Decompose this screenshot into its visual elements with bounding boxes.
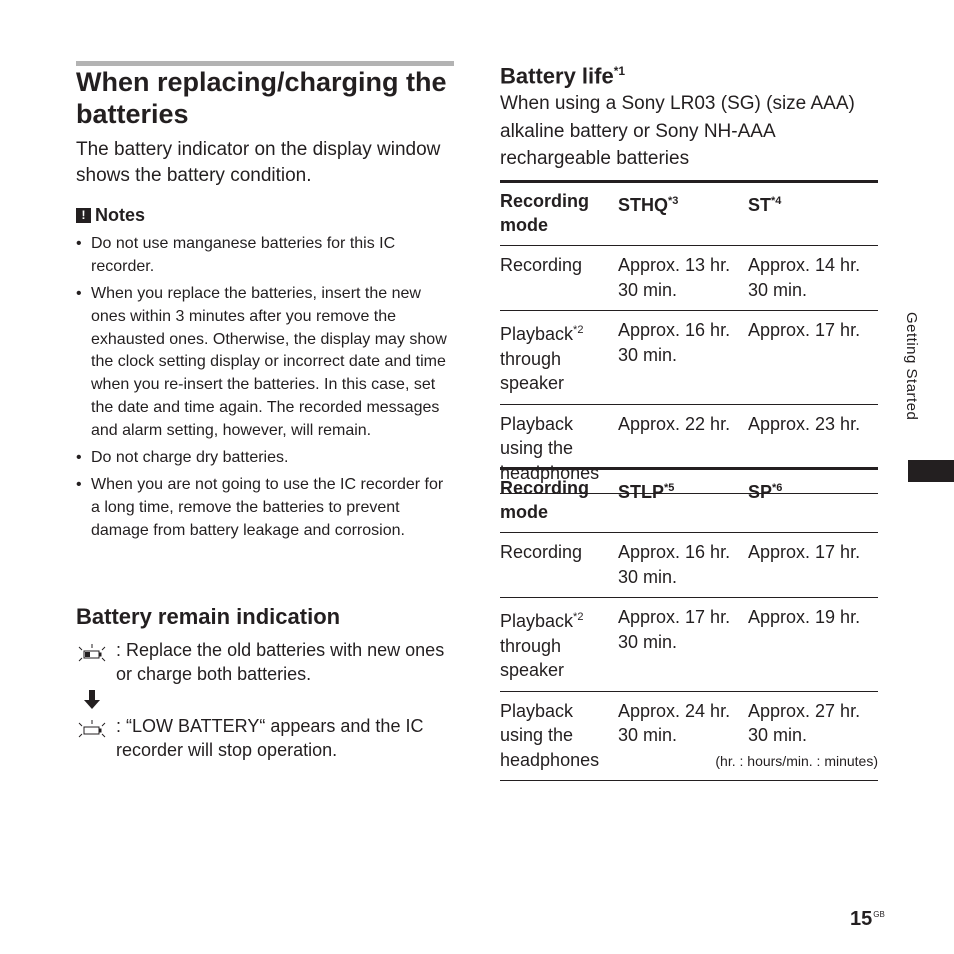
battery-remain-text: : “LOW BATTERY“ appears and the IC recorder will stop operation. bbox=[116, 716, 424, 760]
footnote-ref: *4 bbox=[771, 195, 782, 207]
note-item: • Do not use manganese batteries for this IC recorder. bbox=[76, 233, 456, 279]
column-header: STLP$^{*5}$ bbox=[618, 469, 748, 533]
table-header-row bbox=[500, 469, 878, 533]
notes-list bbox=[76, 233, 456, 547]
row-label: Recording bbox=[500, 533, 618, 598]
table-cell: Approx. 17 hr. 30 min. bbox=[618, 598, 748, 692]
battery-life-table-1 bbox=[500, 180, 878, 494]
row-label: Playback$^{*2}$ through speaker bbox=[500, 311, 618, 405]
section-tab-marker bbox=[908, 460, 954, 482]
footnote-ref: *2 bbox=[573, 611, 584, 623]
page-number-suffix: GB bbox=[873, 910, 885, 919]
table-row bbox=[500, 311, 878, 405]
battery-remain-title: Battery remain indication bbox=[76, 604, 341, 629]
page-number: $15^{GB}$ bbox=[850, 908, 885, 930]
table-cell: Approx. 13 hr. 30 min. bbox=[618, 246, 748, 311]
table-cell: Approx. 22 hr. bbox=[618, 404, 748, 494]
table-cell: Approx. 24 hr. 30 min. bbox=[618, 691, 748, 781]
battery-low-blinking-icon bbox=[76, 638, 116, 686]
table-cell: Approx. 27 hr. 30 min. bbox=[748, 691, 878, 781]
column-header: SP$^{*6}$ bbox=[748, 469, 878, 533]
intro-text: The battery indicator on the display window shows the battery condition. bbox=[76, 139, 441, 186]
table-cell: Approx. 14 hr. 30 min. bbox=[748, 246, 878, 311]
column-header: ST$^{*4}$ bbox=[748, 182, 878, 246]
table-cell: Approx. 17 hr. bbox=[748, 533, 878, 598]
column-header: Recording mode bbox=[500, 182, 618, 246]
notes-label: Notes bbox=[95, 205, 146, 225]
row-label: Playback using the headphones bbox=[500, 691, 618, 781]
battery-life-table-2 bbox=[500, 467, 878, 781]
note-item: • Do not charge dry batteries. bbox=[76, 447, 456, 470]
row-label: Playback using the headphones bbox=[500, 404, 618, 494]
battery-life-title-text: Battery life bbox=[500, 63, 614, 89]
footnote-ref: *2 bbox=[573, 324, 584, 336]
table-cell: Approx. 17 hr. bbox=[748, 311, 878, 405]
units-note: (hr. : hours/min. : minutes) bbox=[715, 753, 878, 769]
table-cell: Approx. 23 hr. bbox=[748, 404, 878, 494]
table-cell: Approx. 16 hr. 30 min. bbox=[618, 311, 748, 405]
table-cell: Approx. 19 hr. bbox=[748, 598, 878, 692]
battery-life-title bbox=[500, 57, 625, 90]
note-item: • When you are not going to use the IC recorder for a long time, remove the batteries to prevent damage from battery leakage and corrosion. bbox=[76, 474, 456, 542]
footnote-ref: *5 bbox=[664, 482, 675, 494]
arrow-down-icon bbox=[84, 690, 100, 710]
column-header: STHQ$^{*3}$ bbox=[618, 182, 748, 246]
battery-remain-row bbox=[76, 714, 456, 762]
table-cell: Approx. 16 hr. 30 min. bbox=[618, 533, 748, 598]
row-label: Recording bbox=[500, 246, 618, 311]
table-row bbox=[500, 598, 878, 692]
battery-life-description: When using a Sony LR03 (SG) (size AAA) alkaline battery or Sony NH-AAA rechargeable batteries bbox=[500, 93, 855, 169]
battery-empty-blinking-icon bbox=[76, 714, 116, 762]
battery-remain-row bbox=[76, 638, 456, 686]
table-row bbox=[500, 533, 878, 598]
note-icon: ! bbox=[76, 208, 91, 223]
notes-heading bbox=[76, 205, 145, 226]
footnote-ref: *6 bbox=[772, 482, 783, 494]
battery-remain-text: : Replace the old batteries with new ones or charge both batteries. bbox=[116, 640, 445, 684]
column-header: Recording mode bbox=[500, 469, 618, 533]
note-item: • When you replace the batteries, insert the new ones within 3 minutes after you remove the exhausted ones. Otherwise, the display may show the clock setting display or incorrect date and time when you re-insert the batteries. In this case, set the date and time again. The recorded messages and alarm setting, however, will remain. bbox=[76, 283, 456, 443]
table-header-row bbox=[500, 182, 878, 246]
page-title: When replacing/charging the batteries bbox=[76, 67, 447, 129]
table-row bbox=[500, 246, 878, 311]
footnote-ref: *3 bbox=[668, 195, 679, 207]
section-side-label: Getting Started bbox=[903, 312, 920, 421]
footnote-ref: *1 bbox=[613, 64, 626, 78]
row-label: Playback$^{*2}$ through speaker bbox=[500, 598, 618, 692]
